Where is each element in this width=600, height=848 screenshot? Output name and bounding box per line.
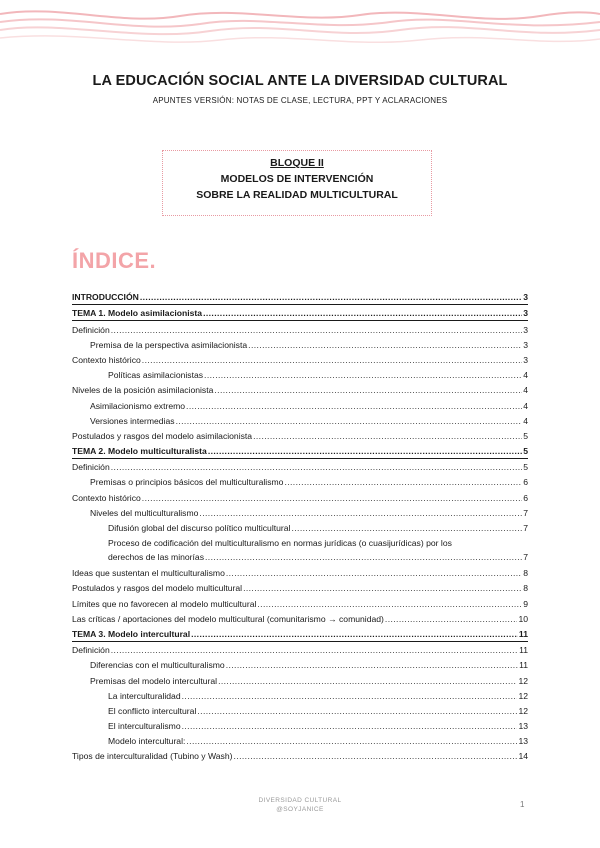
- toc-entry[interactable]: Contexto histórico ..... 3: [72, 352, 528, 367]
- toc-entry[interactable]: Modelo intercultural: ..... 13: [72, 733, 528, 748]
- toc-entry[interactable]: La interculturalidad ..... 12: [72, 688, 528, 703]
- toc-entry[interactable]: Definición ..... 5: [72, 459, 528, 474]
- toc-entry[interactable]: Asimilacionismo extremo ..... 4: [72, 397, 528, 412]
- toc-entry[interactable]: Versiones intermedias ..... 4: [72, 413, 528, 428]
- toc-entry[interactable]: Proceso de codificación del multiculturalismo en normas jurídicas (o cuasijurídicas) por los derechos de las minorías ..... 7: [72, 536, 528, 564]
- toc-entry[interactable]: Definición ..... 3: [72, 321, 528, 336]
- toc-entry[interactable]: Difusión global del discurso político multicultural ..... 7: [72, 520, 528, 535]
- toc-entry[interactable]: Tipos de interculturalidad (Tubino y Wash) ..... 14: [72, 748, 528, 763]
- toc-entry[interactable]: Postulados y rasgos del modelo multicultural ..... 8: [72, 580, 528, 595]
- document-subtitle: APUNTES VERSIÓN: NOTAS DE CLASE, LECTURA, PPT Y ACLARACIONES: [152, 96, 448, 105]
- toc-entry[interactable]: Niveles del multiculturalismo ..... 7: [72, 505, 528, 520]
- index-heading: ÍNDICE.: [72, 248, 157, 273]
- toc-entry[interactable]: INTRODUCCIÓN ..... 3: [72, 289, 528, 305]
- toc-entry[interactable]: Premisas o principios básicos del multiculturalismo ..... 6: [72, 474, 528, 489]
- toc-entry[interactable]: Las críticas / aportaciones del modelo multicultural (comunitarismo → comunidad) ..... 10: [72, 611, 528, 626]
- toc-entry[interactable]: Contexto histórico ..... 6: [72, 489, 528, 504]
- toc-entry[interactable]: Políticas asimilacionistas ..... 4: [72, 367, 528, 382]
- toc-entry[interactable]: Postulados y rasgos del modelo asimilacionista ..... 5: [72, 428, 528, 443]
- toc-entry[interactable]: TEMA 2. Modelo multiculturalista ..... 5: [72, 443, 528, 459]
- footer-line-2: @SOYJANICE: [276, 806, 324, 813]
- footer-line-1: DIVERSIDAD CULTURAL: [258, 797, 342, 804]
- toc-entry[interactable]: Premisa de la perspectiva asimilacionista ..... 3: [72, 337, 528, 352]
- page-footer: [0, 796, 600, 814]
- toc-entry[interactable]: El conflicto intercultural ..... 12: [72, 703, 528, 718]
- toc-entry[interactable]: Niveles de la posición asimilacionista ..... 4: [72, 382, 528, 397]
- header-waves-decoration: [0, 0, 600, 60]
- page-number: 1: [520, 800, 525, 809]
- toc-entry[interactable]: Diferencias con el multiculturalismo ..... 11: [72, 657, 528, 672]
- toc-entry[interactable]: Definición ..... 11: [72, 642, 528, 657]
- toc-entry[interactable]: Límites que no favorecen al modelo multicultural ..... 9: [72, 595, 528, 610]
- block-title-box: [162, 150, 432, 216]
- block-line-1: MODELOS DE INTERVENCIÓN: [220, 173, 374, 185]
- toc-entry[interactable]: TEMA 3. Modelo intercultural ..... 11: [72, 626, 528, 642]
- toc-entry[interactable]: Premisas del modelo intercultural ..... 12: [72, 672, 528, 687]
- toc-entry[interactable]: El interculturalismo ..... 13: [72, 718, 528, 733]
- document-title: LA EDUCACIÓN SOCIAL ANTE LA DIVERSIDAD CULTURAL: [92, 73, 508, 89]
- table-of-contents: [72, 289, 528, 763]
- toc-entry[interactable]: Ideas que sustentan el multiculturalismo ..... 8: [72, 565, 528, 580]
- block-line-2: SOBRE LA REALIDAD MULTICULTURAL: [196, 189, 398, 201]
- toc-entry[interactable]: TEMA 1. Modelo asimilacionista ..... 3: [72, 305, 528, 321]
- block-label: BLOQUE II: [270, 157, 324, 169]
